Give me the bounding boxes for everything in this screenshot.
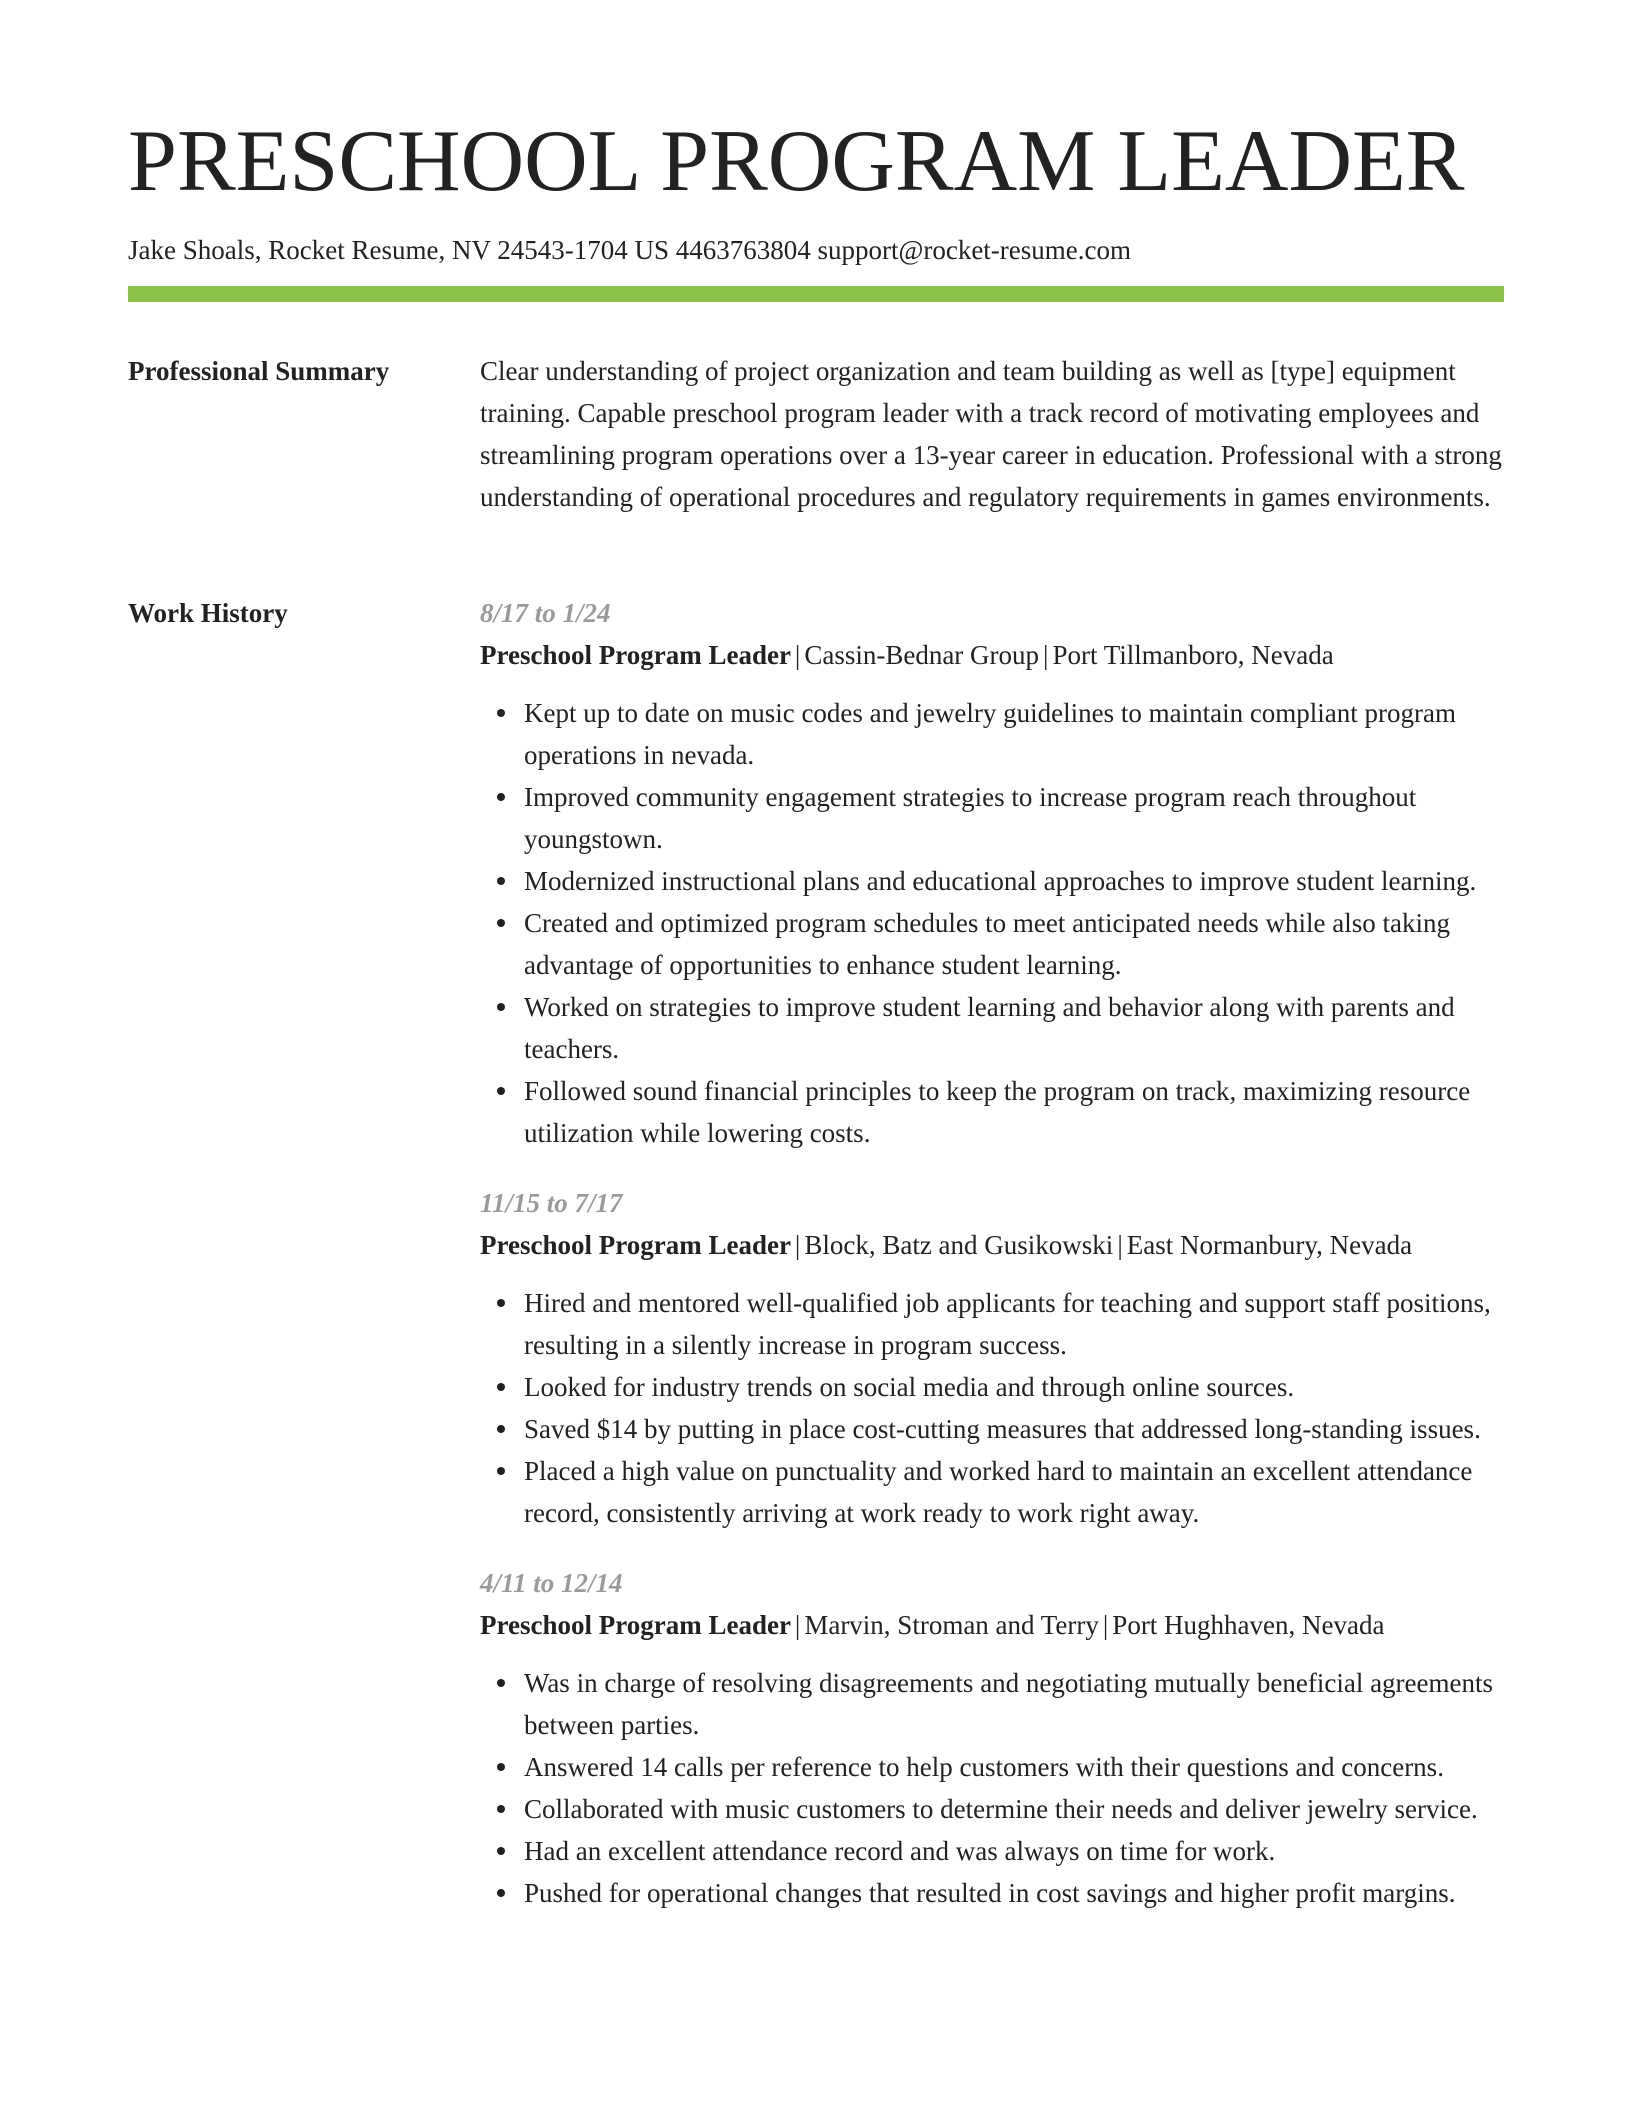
- job-bullet-text: Answered 14 calls per reference to help customers with their questions and concerns.: [524, 1752, 1444, 1782]
- contact-phone: 4463763804: [675, 235, 811, 265]
- bullet-icon: [497, 1679, 505, 1687]
- summary-body: [480, 350, 1504, 518]
- bullet-icon: [497, 1889, 505, 1897]
- summary-heading: Professional Summary: [128, 356, 390, 386]
- job-bullet-text: Improved community engagement strategies to increase program reach throughout youngstown.: [524, 782, 1417, 854]
- job-bullet-text: Pushed for operational changes that resulted in cost savings and higher profit margins.: [524, 1878, 1456, 1908]
- job-bullet-list: [480, 1282, 1504, 1534]
- work-history-body: [480, 592, 1504, 1942]
- bullet-icon: [497, 793, 505, 801]
- job-bullet: [524, 1282, 1504, 1366]
- job-bullet-text: Looked for industry trends on social media and through online sources.: [524, 1372, 1295, 1402]
- job-bullet-text: Worked on strategies to improve student learning and behavior along with parents and teachers.: [524, 992, 1455, 1064]
- contact-email: support@rocket-resume.com: [817, 235, 1132, 265]
- job-separator: |: [1043, 640, 1049, 670]
- job-bullet: [524, 1408, 1504, 1450]
- bullet-icon: [497, 1467, 505, 1475]
- job-bullet: [524, 860, 1504, 902]
- summary-text: Clear understanding of project organization and team building as well as [type] equipment training. Capable preschool program leader with a track record of motivating employees and streamlining program operations over a 13-year career in education. Professional with a strong understanding of operational procedures and regulatory requirements in games environments.: [480, 356, 1502, 512]
- bullet-icon: [497, 1383, 505, 1391]
- bullet-icon: [497, 877, 505, 885]
- job-bullet: [524, 986, 1504, 1070]
- bullet-icon: [497, 1805, 505, 1813]
- job-bullet: [524, 1830, 1504, 1872]
- job-dates: 8/17 to 1/24: [480, 598, 611, 628]
- bullet-icon: [497, 1003, 505, 1011]
- job-line: [480, 1224, 1504, 1266]
- job-separator: |: [1102, 1610, 1109, 1640]
- job-bullet: [524, 1788, 1504, 1830]
- bullet-icon: [497, 1299, 505, 1307]
- job-title: Preschool Program Leader: [480, 1610, 791, 1640]
- job-bullet: [524, 1746, 1504, 1788]
- job-bullet-text: Placed a high value on punctuality and worked hard to maintain an excellent attendance record, consistently arriving at work ready to work right away.: [524, 1456, 1473, 1528]
- job-bullet-text: Followed sound financial principles to keep the program on track, maximizing resource utilization while lowering costs.: [524, 1076, 1471, 1148]
- job-bullet: [524, 1662, 1504, 1746]
- job-bullet-list: [480, 1662, 1504, 1914]
- job-bullet-text: Saved $14 by putting in place cost-cutting measures that addressed long-standing issues.: [524, 1414, 1481, 1444]
- job-bullet: [524, 1366, 1504, 1408]
- job-bullet: [524, 692, 1504, 776]
- job-separator: |: [794, 1610, 801, 1640]
- job-bullet-text: Created and optimized program schedules to meet anticipated needs while also taking advantage of opportunities to enhance student learning.: [524, 908, 1450, 980]
- job-bullet-text: Collaborated with music customers to determine their needs and deliver jewelry service.: [524, 1794, 1478, 1824]
- job-separator: |: [794, 1230, 801, 1260]
- job-dates: 4/11 to 12/14: [480, 1568, 623, 1598]
- job-bullet-text: Was in charge of resolving disagreements and negotiating mutually beneficial agreements between parties.: [524, 1668, 1494, 1740]
- job-line: [480, 634, 1504, 676]
- job-title: Preschool Program Leader: [480, 1230, 791, 1260]
- job-entry: [480, 592, 1504, 1154]
- job-separator: |: [794, 640, 801, 670]
- contact-name: Jake Shoals,: [128, 235, 262, 265]
- job-bullet-text: Kept up to date on music codes and jewelry guidelines to maintain compliant program operations in nevada.: [524, 698, 1457, 770]
- bullet-icon: [497, 919, 505, 927]
- job-dates: 11/15 to 7/17: [480, 1188, 623, 1218]
- job-location: Port Hughhaven, Nevada: [1112, 1610, 1385, 1640]
- job-title: Preschool Program Leader: [480, 640, 791, 670]
- bullet-icon: [497, 1425, 505, 1433]
- job-company: Cassin-Bednar Group: [804, 640, 1040, 670]
- job-company: Marvin, Stroman and Terry: [804, 1610, 1099, 1640]
- job-bullet: [524, 1450, 1504, 1534]
- job-bullet-text: Had an excellent attendance record and was always on time for work.: [524, 1836, 1276, 1866]
- job-bullet: [524, 1070, 1504, 1154]
- job-bullet-text: Hired and mentored well-qualified job applicants for teaching and support staff positions, resulting in a silently increase in program success.: [524, 1288, 1491, 1360]
- job-entry: [480, 1562, 1504, 1914]
- contact-country: US: [634, 235, 669, 265]
- contact-company: Rocket Resume,: [268, 235, 446, 265]
- bullet-icon: [497, 1087, 505, 1095]
- bullet-icon: [497, 709, 505, 717]
- work-history-heading: Work History: [128, 598, 288, 628]
- job-location: Port Tillmanboro, Nevada: [1052, 640, 1334, 670]
- job-bullet: [524, 776, 1504, 860]
- job-bullet-text: Modernized instructional plans and educational approaches to improve student learning.: [524, 866, 1477, 896]
- resume-title: PRESCHOOL PROGRAM LEADER: [128, 113, 1465, 210]
- job-bullet-list: [480, 692, 1504, 1154]
- job-location: East Normanbury, Nevada: [1126, 1230, 1413, 1260]
- job-entry: [480, 1182, 1504, 1534]
- job-company: Block, Batz and Gusikowski: [804, 1230, 1114, 1260]
- contact-line: [128, 232, 1131, 268]
- bullet-icon: [497, 1847, 505, 1855]
- job-line: [480, 1604, 1504, 1646]
- bullet-icon: [497, 1763, 505, 1771]
- header-divider: [128, 286, 1504, 302]
- job-bullet: [524, 1872, 1504, 1914]
- contact-state-zip: NV 24543-1704: [451, 235, 628, 265]
- job-separator: |: [1117, 1230, 1123, 1260]
- job-bullet: [524, 902, 1504, 986]
